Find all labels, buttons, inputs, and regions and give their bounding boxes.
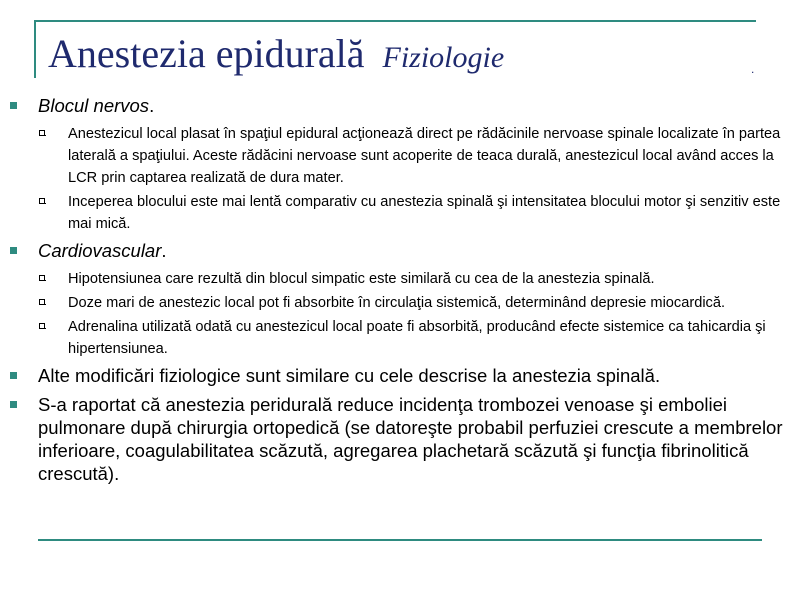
heading-text: Blocul nervos [38, 95, 150, 116]
list-item-text: Adrenalina utilizată odată cu anestezicul local poate fi absorbită, producând efecte sistemice ca tahicardia şi hipertensiunea. [68, 319, 766, 357]
list-item-text: Doze mari de anestezic local pot fi absorbite în circulaţia sistemică, determinând depresie miocardică. [68, 295, 726, 311]
bullet-text: S-a raportat că anestezia peridurală reduce incidenţa trombozei venoase şi emboliei pulmonare după chirurgia ortopedică (se datoreşte probabil perfuziei crescute a membrelor inferioare, coagulabilitatea scăzută, agregarea plachetară scăzută şi funcţia fibrinolitică crescută). [38, 394, 783, 484]
list-item-text: Anestezicul local plasat în spaţiul epidural acţionează direct pe rădăcinile nervoase spinale localizate în partea laterală a spaţiului. Aceste rădăcini nervoase sunt acoperite de teaca durală, anestezicul local având acces la LCR prin captarea realizată de dura mater. [68, 126, 781, 186]
list-item [6, 268, 794, 290]
slide-content [6, 94, 794, 491]
slide-title [48, 30, 504, 82]
title-main: Anestezia epidurală [48, 31, 365, 76]
section-heading-cardiovascular [6, 239, 794, 262]
title-dot: . [751, 62, 755, 76]
bullet-thrombosis [6, 393, 794, 485]
list-item [6, 316, 794, 360]
square-bullet-icon [10, 247, 17, 254]
heading-text: Cardiovascular [38, 240, 162, 261]
list-item-text: Inceperea blocului este mai lentă comparativ cu anestezia spinală şi intensitatea blocului motor şi senzitiv este mai mică. [68, 194, 781, 232]
heading-suffix: . [161, 240, 167, 261]
bottom-divider [38, 539, 762, 541]
box-bullet-icon [39, 299, 45, 305]
list-item [6, 191, 794, 235]
section-heading-blocul-nervos [6, 94, 794, 117]
square-bullet-icon [10, 372, 17, 379]
list-item-text: Hipotensiunea care rezultă din blocul simpatic este similară cu cea de la anestezia spinală. [68, 271, 655, 287]
list-item [6, 292, 794, 314]
list-item [6, 123, 794, 189]
square-bullet-icon [10, 102, 17, 109]
box-bullet-icon [39, 198, 45, 204]
box-bullet-icon [39, 130, 45, 136]
box-bullet-icon [39, 275, 45, 281]
title-subtitle: Fiziologie [382, 41, 505, 74]
square-bullet-icon [10, 401, 17, 408]
bullet-other-changes [6, 364, 794, 387]
box-bullet-icon [39, 323, 45, 329]
heading-suffix: . [149, 95, 155, 116]
bullet-text: Alte modificări fiziologice sunt similare cu cele descrise la anestezia spinală. [38, 365, 661, 386]
